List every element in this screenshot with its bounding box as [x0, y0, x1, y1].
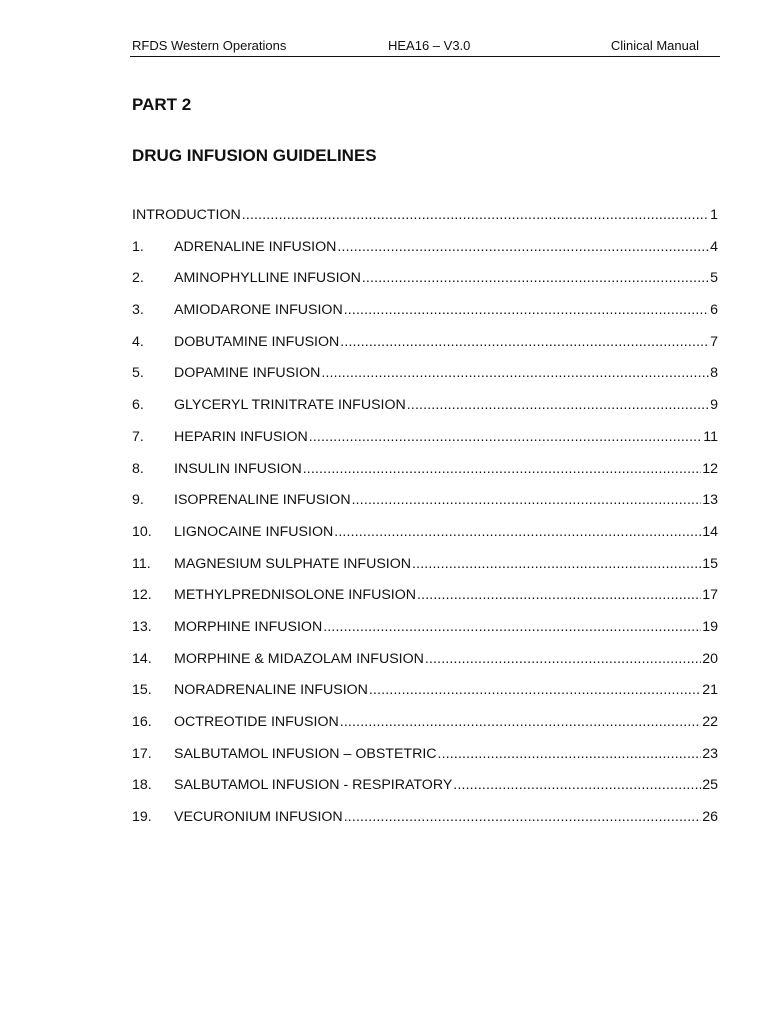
toc-entry-page: 25	[702, 777, 718, 794]
toc-entry-page: 13	[702, 492, 718, 509]
toc-entry-label: MORPHINE & MIDAZOLAM INFUSION	[174, 650, 424, 667]
toc-entry-page: 22	[702, 714, 718, 730]
toc-entry-page: 14	[702, 523, 718, 540]
toc-leader-dots	[303, 458, 702, 478]
table-of-contents	[132, 204, 718, 838]
toc-entry-number: 3.	[132, 302, 144, 319]
toc-entry-number: 6.	[132, 397, 144, 414]
toc-leader-dots	[369, 679, 701, 699]
toc-entry-page: 21	[702, 682, 718, 699]
toc-entry[interactable]	[132, 458, 718, 490]
toc-entry-label: SALBUTAMOL INFUSION – OBSTETRIC	[174, 745, 437, 762]
toc-leader-dots	[352, 489, 702, 509]
toc-entry[interactable]	[132, 743, 718, 775]
page-header	[130, 38, 720, 56]
toc-leader-dots	[417, 584, 701, 604]
toc-entry-label: ADRENALINE INFUSION	[174, 238, 337, 255]
toc-entry[interactable]	[132, 584, 718, 616]
toc-entry-page: 20	[702, 650, 718, 667]
toc-entry-page: 11	[703, 428, 718, 445]
toc-entry-label: VECURONIUM INFUSION	[174, 809, 343, 826]
toc-entry-page: 15	[702, 555, 718, 572]
toc-entry-page: 26	[702, 809, 718, 826]
toc-entry-label: MAGNESIUM SULPHATE INFUSION	[174, 555, 412, 572]
toc-entry[interactable]	[132, 711, 718, 743]
toc-entry-label: DOBUTAMINE INFUSION	[174, 333, 340, 350]
toc-entry[interactable]	[132, 204, 718, 236]
toc-entry[interactable]	[132, 553, 718, 585]
header-manual-name: Clinical Manual	[610, 38, 699, 53]
header-divider	[130, 56, 720, 57]
toc-entry-page: 9	[710, 397, 718, 414]
toc-entry-label: AMINOPHYLLINE INFUSION	[174, 270, 361, 287]
toc-entry-number: 9.	[132, 492, 144, 509]
header-organization: RFDS Western Operations	[132, 38, 287, 53]
toc-entry-page: 1	[710, 207, 718, 223]
toc-entry-page: 17	[702, 587, 718, 604]
toc-entry-page: 12	[702, 460, 718, 477]
toc-entry-number: 1.	[132, 238, 144, 255]
toc-entry[interactable]	[132, 489, 718, 521]
toc-entry-number: 13.	[132, 618, 152, 635]
toc-entry-number: 8.	[132, 460, 144, 477]
toc-entry[interactable]	[132, 362, 718, 394]
toc-entry-label: LIGNOCAINE INFUSION	[174, 523, 334, 540]
toc-entry-number: 10.	[132, 523, 152, 540]
toc-leader-dots	[425, 648, 701, 668]
toc-leader-dots	[340, 711, 701, 731]
toc-entry-number: 7.	[132, 428, 144, 445]
toc-leader-dots	[412, 553, 701, 573]
toc-entry[interactable]	[132, 394, 718, 426]
toc-leader-dots	[344, 806, 702, 826]
toc-leader-dots	[362, 267, 709, 287]
toc-entry-label: MORPHINE INFUSION	[174, 618, 323, 635]
toc-entry[interactable]	[132, 648, 718, 680]
toc-leader-dots	[340, 331, 709, 351]
toc-leader-dots	[453, 774, 701, 794]
toc-entry[interactable]	[132, 806, 718, 838]
header-document-code: HEA16 – V3.0	[388, 38, 471, 53]
toc-entry-label: HEPARIN INFUSION	[174, 428, 308, 445]
toc-leader-dots	[323, 616, 701, 636]
toc-entry-number: 11.	[132, 555, 151, 572]
toc-entry-label: DOPAMINE INFUSION	[174, 365, 321, 382]
section-title: DRUG INFUSION GUIDELINES	[132, 146, 377, 165]
toc-leader-dots	[309, 426, 703, 446]
toc-entry-label: AMIODARONE INFUSION	[174, 302, 343, 319]
toc-entry-number: 19.	[132, 809, 152, 826]
toc-entry-number: 16.	[132, 714, 152, 730]
toc-entry-label: GLYCERYL TRINITRATE INFUSION	[174, 397, 406, 414]
toc-entry[interactable]	[132, 331, 718, 363]
toc-entry-number: 2.	[132, 270, 144, 287]
toc-entry-page: 23	[702, 745, 718, 762]
toc-leader-dots	[334, 521, 701, 541]
toc-entry[interactable]	[132, 774, 718, 806]
toc-entry-label: INTRODUCTION	[132, 207, 241, 223]
toc-entry-number: 14.	[132, 650, 152, 667]
toc-entry-label: ISOPRENALINE INFUSION	[174, 492, 351, 509]
toc-entry-label: SALBUTAMOL INFUSION - RESPIRATORY	[174, 777, 453, 794]
toc-entry-number: 12.	[132, 587, 152, 604]
toc-entry-label: METHYLPREDNISOLONE INFUSION	[174, 587, 417, 604]
toc-leader-dots	[337, 236, 709, 256]
toc-entry-label: INSULIN INFUSION	[174, 460, 302, 477]
toc-entry[interactable]	[132, 299, 718, 331]
toc-entry-label: OCTREOTIDE INFUSION	[174, 714, 339, 730]
toc-leader-dots	[407, 394, 709, 414]
toc-entry-page: 8	[710, 365, 718, 382]
toc-entry-page: 4	[710, 238, 718, 255]
toc-leader-dots	[242, 204, 709, 224]
toc-entry[interactable]	[132, 267, 718, 299]
toc-leader-dots	[344, 299, 709, 319]
toc-entry[interactable]	[132, 679, 718, 711]
toc-entry-page: 19	[702, 618, 718, 635]
toc-leader-dots	[438, 743, 702, 763]
part-title: PART 2	[132, 95, 192, 114]
toc-entry-page: 6	[710, 302, 718, 319]
toc-entry-number: 17.	[132, 745, 152, 762]
toc-leader-dots	[321, 362, 709, 382]
toc-entry-label: NORADRENALINE INFUSION	[174, 682, 368, 699]
toc-entry-number: 15.	[132, 682, 152, 699]
toc-entry-number: 5.	[132, 365, 144, 382]
toc-entry[interactable]	[132, 521, 718, 553]
toc-entry[interactable]	[132, 236, 718, 268]
toc-entry-page: 7	[710, 333, 718, 350]
toc-entry-page: 5	[710, 270, 718, 287]
toc-entry[interactable]	[132, 616, 718, 648]
toc-entry-number: 4.	[132, 333, 144, 350]
toc-entry[interactable]	[132, 426, 718, 458]
toc-entry-number: 18.	[132, 777, 152, 794]
